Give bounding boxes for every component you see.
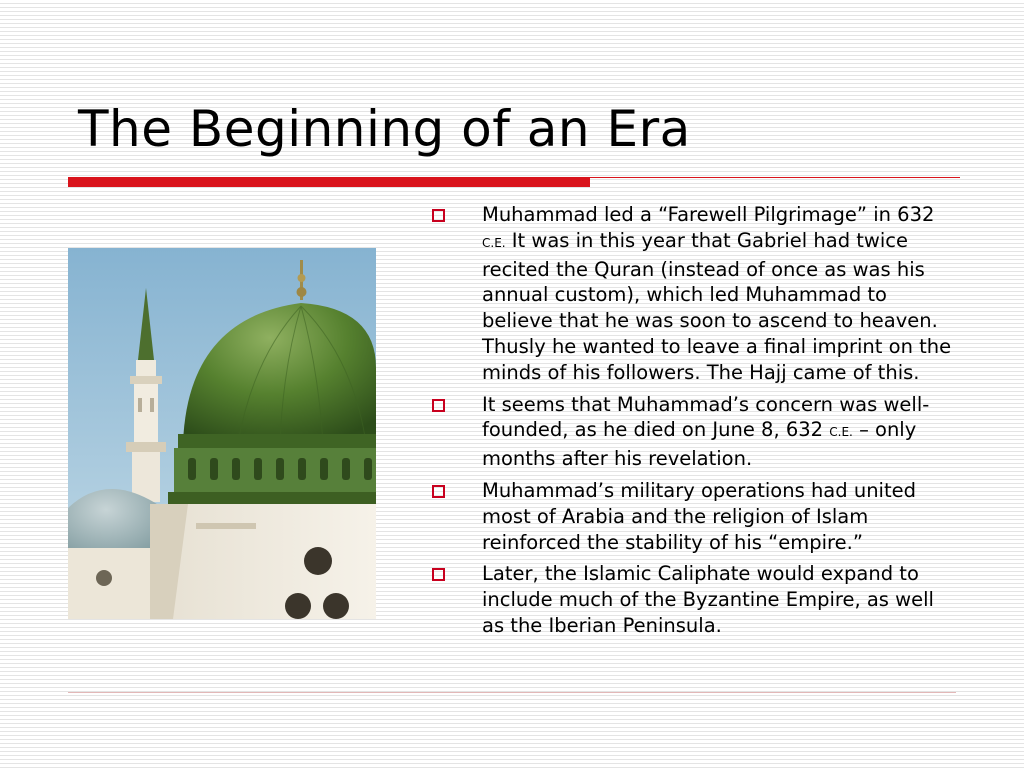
square-bullet-icon xyxy=(432,399,445,412)
era-abbreviation: C.E. xyxy=(482,235,506,250)
title-underline-accent xyxy=(68,177,590,187)
title-underline-thin xyxy=(590,177,960,178)
bullet-text: Muhammad led a “Farewell Pilgrimage” in 632 xyxy=(482,203,935,226)
bullet-item xyxy=(430,392,960,472)
bullet-item xyxy=(430,478,960,555)
bullet-item xyxy=(430,202,960,386)
bullet-text-continued: It was in this year that Gabriel had twice recited the Quran (instead of once as was his annual custom), which led Muhammad to believe that he was soon to ascend to heaven. Thusly he wanted to leave a final imprint on the minds of his followers. The Hajj came of this. xyxy=(482,228,952,384)
slide-title: The Beginning of an Era xyxy=(78,100,691,158)
mosque-green-dome-photo xyxy=(68,248,376,619)
footer-rule xyxy=(68,692,956,693)
bullet-text: Later, the Islamic Caliphate would expand to include much of the Byzantine Empire, as well as the Iberian Peninsula. xyxy=(482,562,934,637)
square-bullet-icon xyxy=(432,568,445,581)
square-bullet-icon xyxy=(432,485,445,498)
bullet-item xyxy=(430,561,960,638)
bullet-list xyxy=(430,202,960,645)
era-abbreviation: C.E. xyxy=(829,425,853,440)
bullet-text: Muhammad’s military operations had united most of Arabia and the religion of Islam reinforced the stability of his “empire.” xyxy=(482,478,916,554)
bullet-text: It seems that Muhammad’s concern was well-founded, as he died on June 8, 632 xyxy=(482,392,930,442)
square-bullet-icon xyxy=(432,209,445,222)
bullet-text-continued: – only months after his revelation. xyxy=(482,418,917,471)
